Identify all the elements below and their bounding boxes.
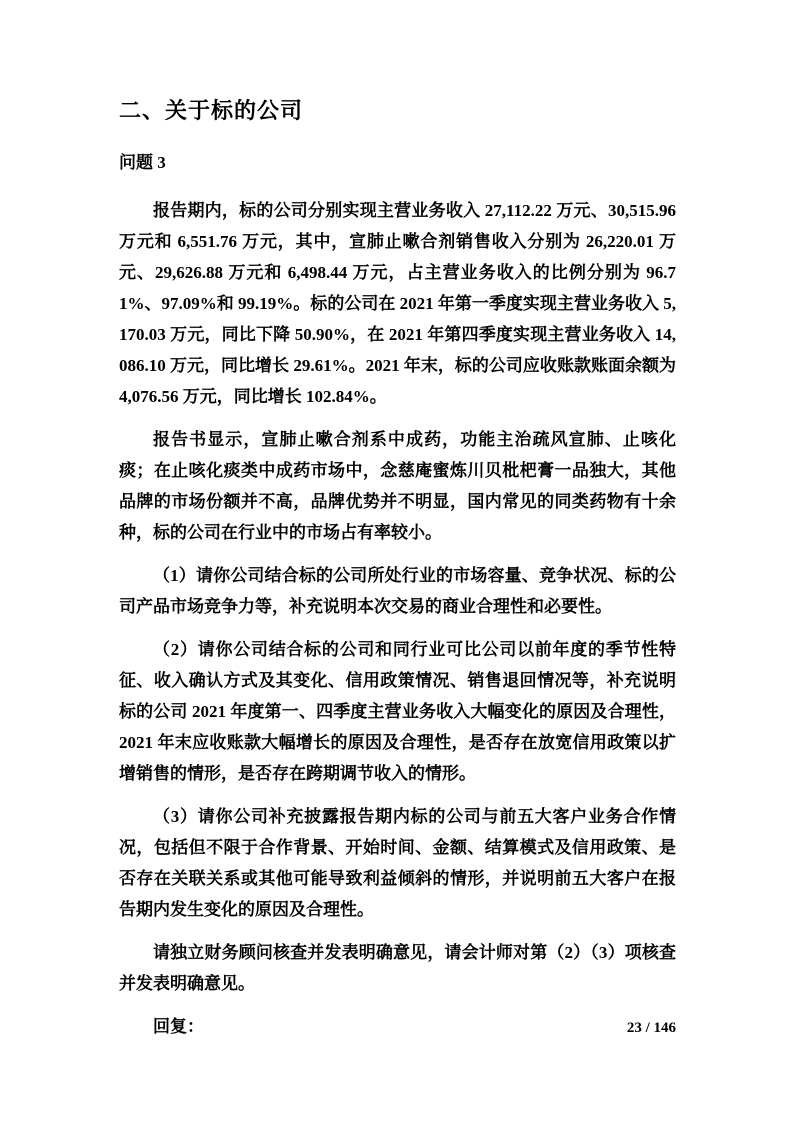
paragraph-market-overview: 报告书显示，宣肺止嗽合剂系中成药，功能主治疏风宣肺、止咳化痰；在止咳化痰类中成药市场中，念慈庵蜜炼川贝枇杷膏一品独大，其他品牌的市场份额并不高，品牌优势并不明显，国内常见的同类药物有十余种，标的公司在行业中的市场占有率较小。 — [119, 430, 676, 542]
reply-label: 回复： — [153, 1017, 204, 1036]
paragraph-question-item-2: （2）请你公司结合标的公司和同行业可比公司以前年度的季节性特征、收入确认方式及其变化、信用政策情况、销售退回情况等，补充说明标的公司 2021 年度第一、四季度主营业务收入大幅变化的原因及合理性，2021 年末应收账款大幅增长的原因及合理性，是否存在放宽信用政策以扩增销售的情形，是否存在跨期调节收入的情形。 — [119, 640, 676, 783]
paragraph-verification-request: 请独立财务顾问核查并发表明确意见，请会计师对第（2）（3）项核查并发表明确意见。 — [119, 943, 676, 993]
paragraph-revenue-summary: 报告期内，标的公司分别实现主营业务收入 27,112.22 万元、30,515.96 万元和 6,551.76 万元，其中，宣肺止嗽合剂销售收入分别为 26,220.01 万元、29,626.88 万元和 6,498.44 万元，占主营业务收入的比例分别为 96.71%、97.09%和 99.19%。标的公司在 2021 年第一季度实现主营业务收入 5,170.03 万元，同比下降 50.90%，在 2021 年第四季度实现主营业务收入 14,086.10 万元，同比增长 29.61%。2021 年末，标的公司应收账款账面余额为 4,076.56 万元，同比增长 102.84%。 — [119, 201, 676, 406]
paragraph-question-item-3: （3）请你公司补充披露报告期内标的公司与前五大客户业务合作情况，包括但不限于合作背景、开始时间、金额、结算模式及信用政策、是否存在关联关系或其他可能导致利益倾斜的情形，并说明前五大客户在报告期内发生变化的原因及合理性。 — [119, 807, 676, 919]
section-title: 二、关于标的公司 — [119, 98, 304, 123]
question-label: 问题 3 — [119, 153, 166, 172]
paragraph-question-item-1: （1）请你公司结合标的公司所处行业的市场容量、竞争状况、标的公司产品市场竞争力等，补充说明本次交易的商业合理性和必要性。 — [119, 566, 676, 616]
page-number: 23 / 146 — [626, 1020, 676, 1036]
